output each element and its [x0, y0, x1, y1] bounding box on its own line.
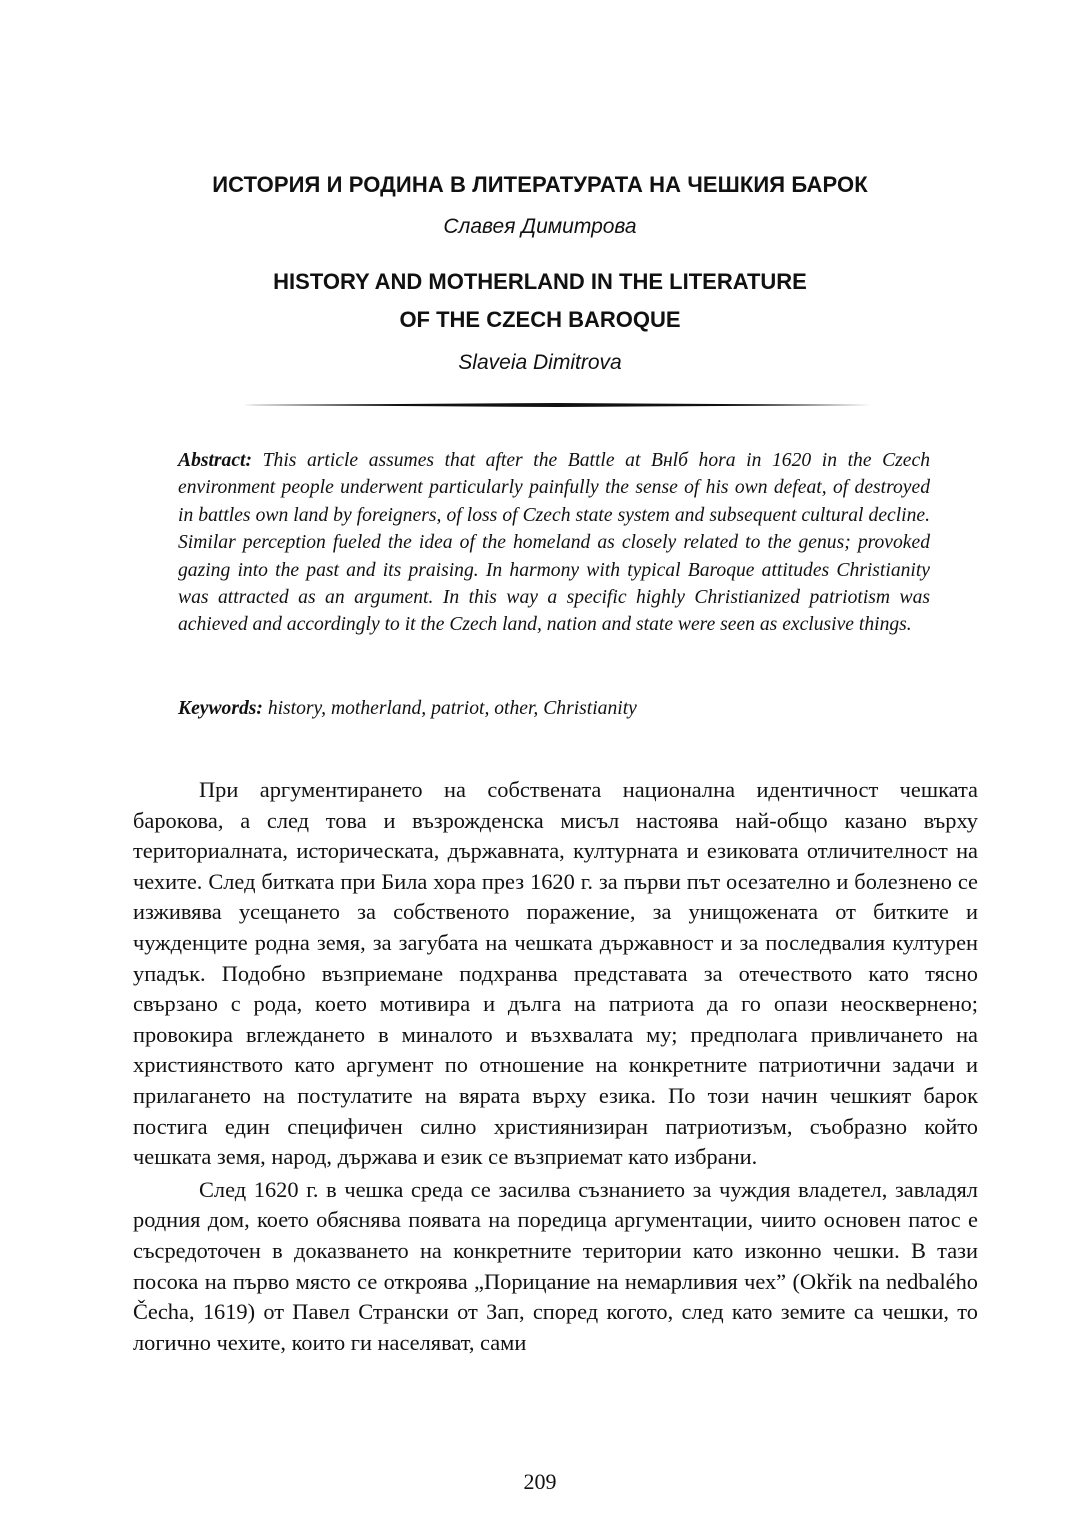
- article-body: [133, 775, 978, 1358]
- author-english: Slaveia Dimitrova: [458, 351, 622, 374]
- title-bulgarian: ИСТОРИЯ И РОДИНА В ЛИТЕРАТУРАТА НА ЧЕШКИЯ БАРОК: [212, 172, 868, 197]
- body-paragraph-2: След 1620 г. в чешка среда се засилва съзнанието за чуждия владетел, завладял родния дом, което обяснява появата на поредица аргументации, чиито основен патос е съсредоточен в доказването на конкретните територии като изконно чешки. В тази посока на първо място се откроява „Порицание на немарливия чех” (Okřik na nedbalého Čecha, 1619) от Павел Странски от Зап, според когото, след като земите са чешки, то логично чехите, които ги населяват, сами: [133, 1176, 978, 1355]
- keywords-text: history, motherland, patriot, other, Christianity: [267, 698, 637, 719]
- page-number: 209: [523, 1469, 557, 1494]
- body-paragraph-1: При аргументирането на собствената национална идентичност чешката барокова, а след това и възрожденска мисъл настоява най-общо казано върху териториалната, историческата, държавната, културната и езиковата отличителност на чехите. След битката при Била хора през 1620 г. за първи път осезателно и болезнено се изживява усещането за собственото поражение, за унищожената от битките и чужденците родна земя, за загубата на чешката държавност и за последвалия културен упадък. Подобно възприемане подхранва представата за отечеството като тясно свързано с рода, което мотивира и дълга на патриота да го опази неосквернено; провокира вглеждането в миналото и възхвалата му; предполага привличането на християнството като аргумент по отношение на конкретните патриотични задачи и прилагането на постулатите на вярата върху езика. По този начин чешкият барок постига един специфичен силно християнизиран патриотизъм, съобразно който чешката земя, народ, държава и език се възприемат като избрани.: [133, 777, 978, 1170]
- title-english: [0, 263, 1080, 339]
- keywords: [178, 695, 930, 722]
- title-english-line-2: OF THE CZECH BAROQUE: [399, 307, 681, 332]
- title-divider-line: [243, 403, 871, 407]
- abstract: [178, 447, 930, 639]
- keywords-label: Keywords:: [178, 698, 263, 719]
- author-bulgarian: Славея Димитрова: [443, 215, 637, 238]
- abstract-text: This article assumes that after the Battle at Bнlб hora in 1620 in the Czech environment people underwent particularly painfully the sense of his own defeat, of destroyed in battles own land by foreigners, of loss of Czech state system and subsequent cultural decline. Similar perception fueled the idea of the homeland as closely related to the genus; provoked gazing into the past and its praising. In harmony with typical Baroque attitudes Christianity was attracted as an argument. In this way a specific highly Christianized patriotism was achieved and accordingly to it the Czech land, nation and state were seen as exclusive things.: [178, 450, 930, 636]
- title-english-line-1: HISTORY AND MOTHERLAND IN THE LITERATURE: [273, 269, 807, 294]
- title-divider: [243, 403, 871, 407]
- abstract-label: Abstract:: [178, 450, 253, 471]
